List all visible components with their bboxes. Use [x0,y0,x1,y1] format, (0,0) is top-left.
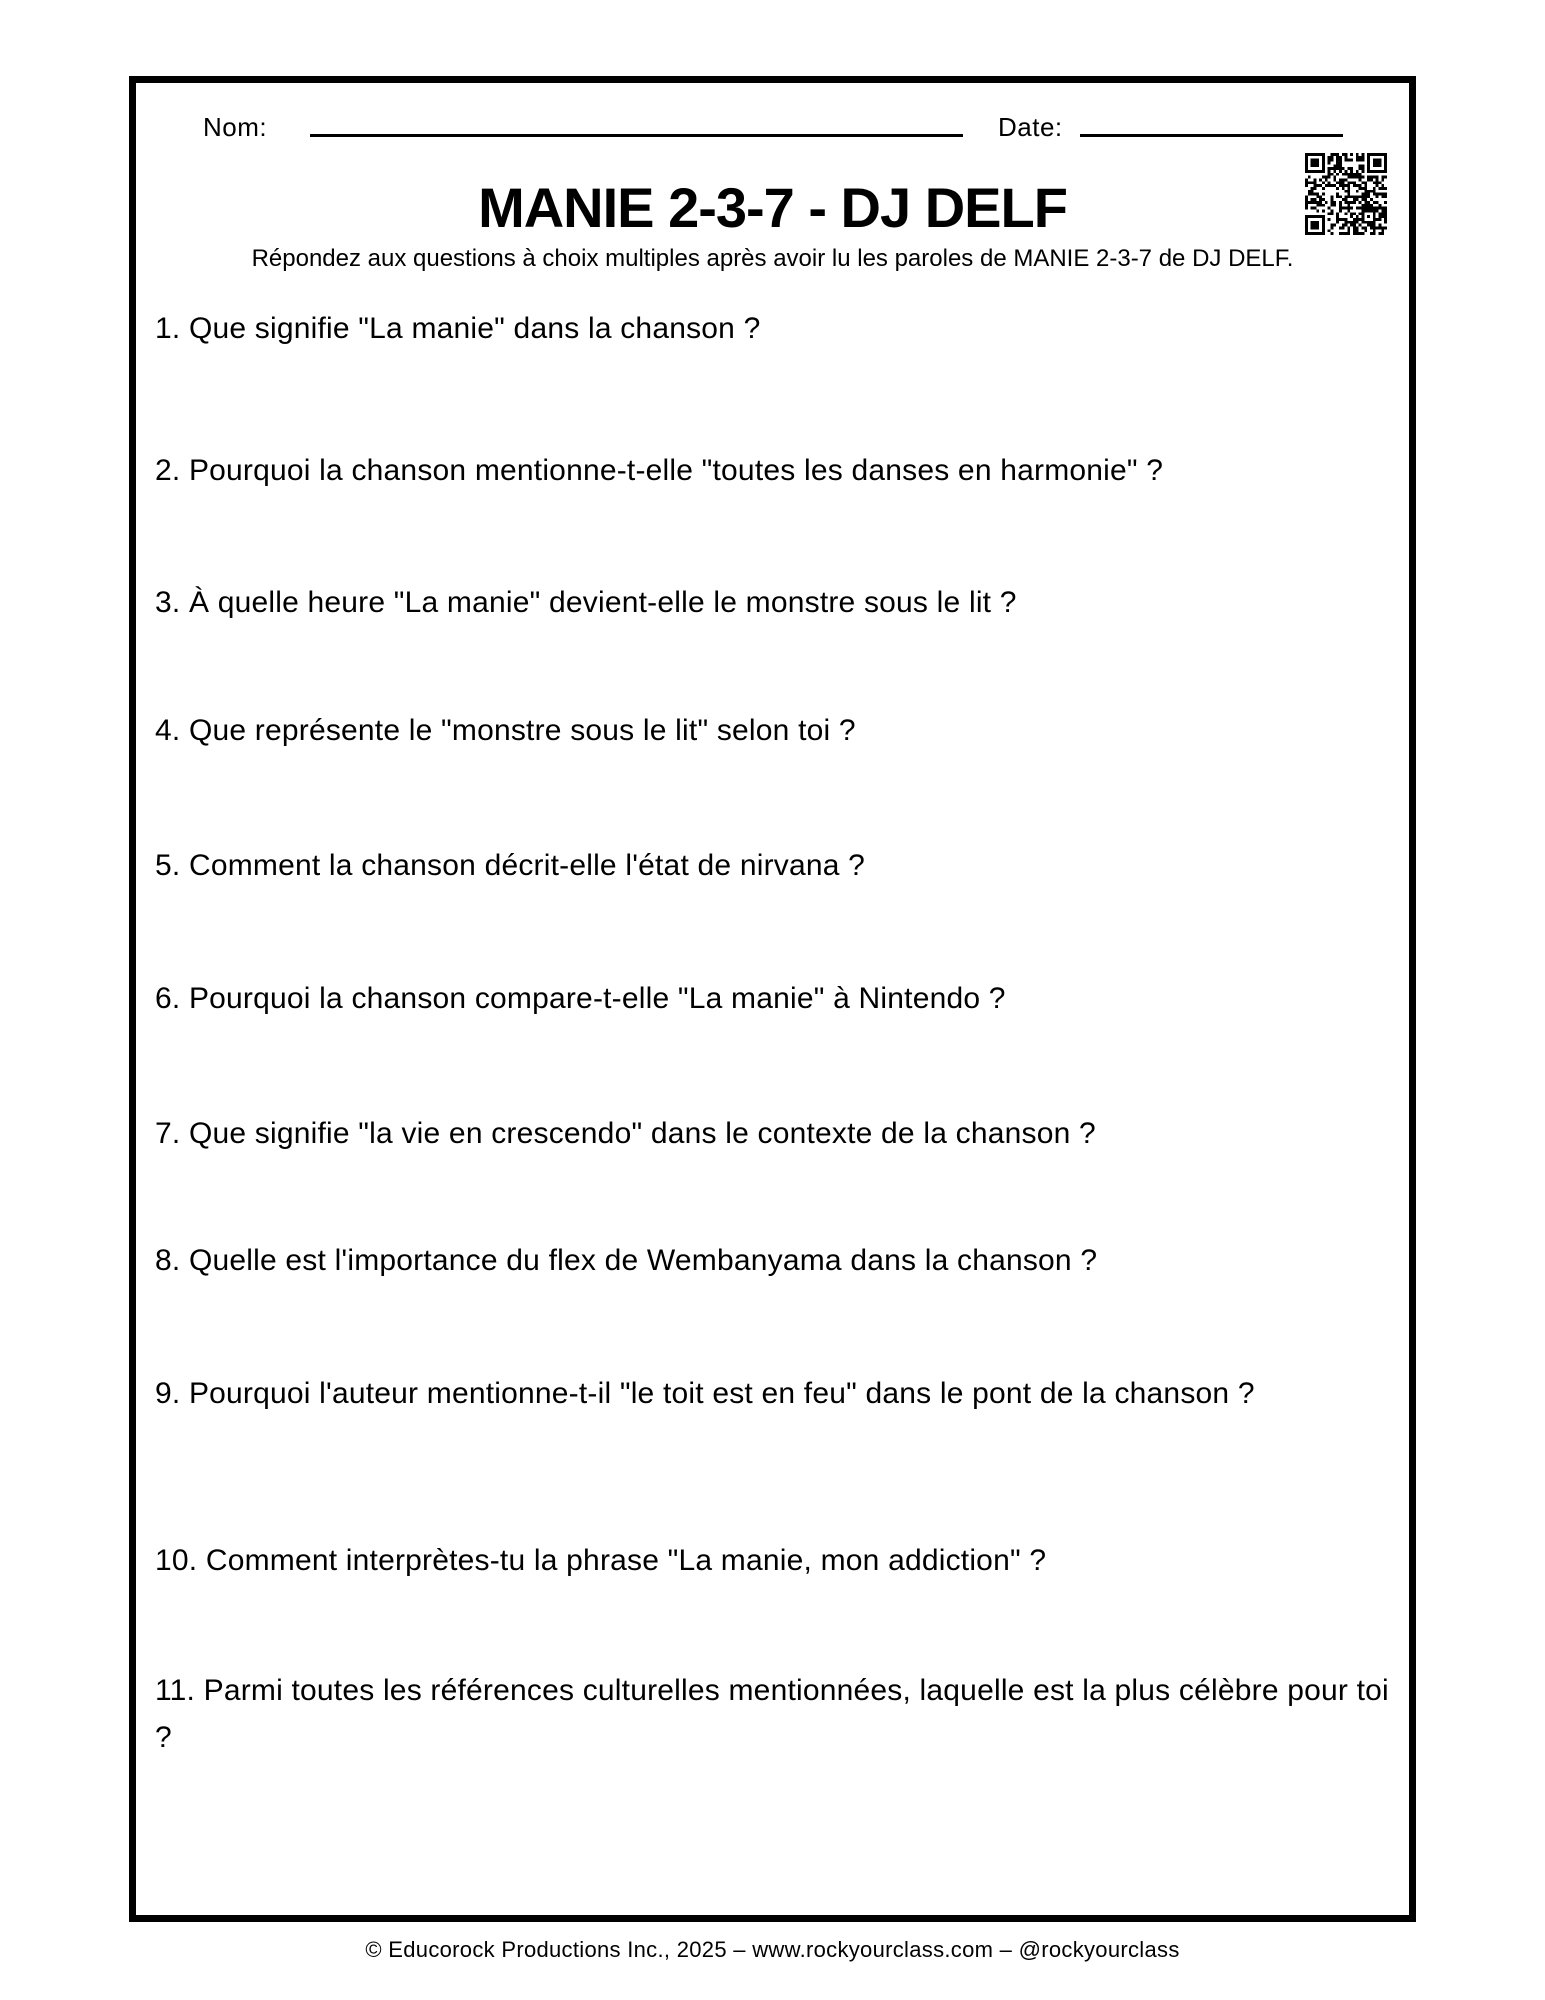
question-item: 1. Que signifie "La manie" dans la chanson ? [155,312,761,345]
question-item: 5. Comment la chanson décrit-elle l'état de nirvana ? [155,849,866,882]
question-item: 2. Pourquoi la chanson mentionne-t-elle "toutes les danses en harmonie" ? [155,454,1164,487]
question-item: 4. Que représente le "monstre sous le lit" selon toi ? [155,714,856,747]
name-input-line[interactable] [310,134,963,137]
footer-credit: © Educorock Productions Inc., 2025 – www.rockyourclass.com – @rockyourclass [365,1937,1180,1962]
date-input-line[interactable] [1080,134,1343,137]
question-item: 11. Parmi toutes les références culturelles mentionnées, laquelle est la plus célèbre pour toi ? [155,1674,1389,1754]
question-item: 10. Comment interprètes-tu la phrase "La manie, mon addiction" ? [155,1544,1047,1577]
question-item: 6. Pourquoi la chanson compare-t-elle "La manie" à Nintendo ? [155,982,1006,1015]
name-label: Nom: [203,112,268,142]
question-item: 7. Que signifie "la vie en crescendo" dans le contexte de la chanson ? [155,1117,1096,1150]
question-item: 3. À quelle heure "La manie" devient-elle le monstre sous le lit ? [155,586,1017,619]
question-item: 9. Pourquoi l'auteur mentionne-t-il "le toit est en feu" dans le pont de la chanson ? [155,1377,1255,1410]
worksheet-instructions: Répondez aux questions à choix multiples après avoir lu les paroles de MANIE 2-3-7 de DJ DELF. [251,245,1294,272]
worksheet-title: MANIE 2-3-7 - DJ DELF [478,176,1067,239]
date-label: Date: [998,112,1063,142]
question-item: 8. Quelle est l'importance du flex de Wembanyama dans la chanson ? [155,1244,1098,1277]
